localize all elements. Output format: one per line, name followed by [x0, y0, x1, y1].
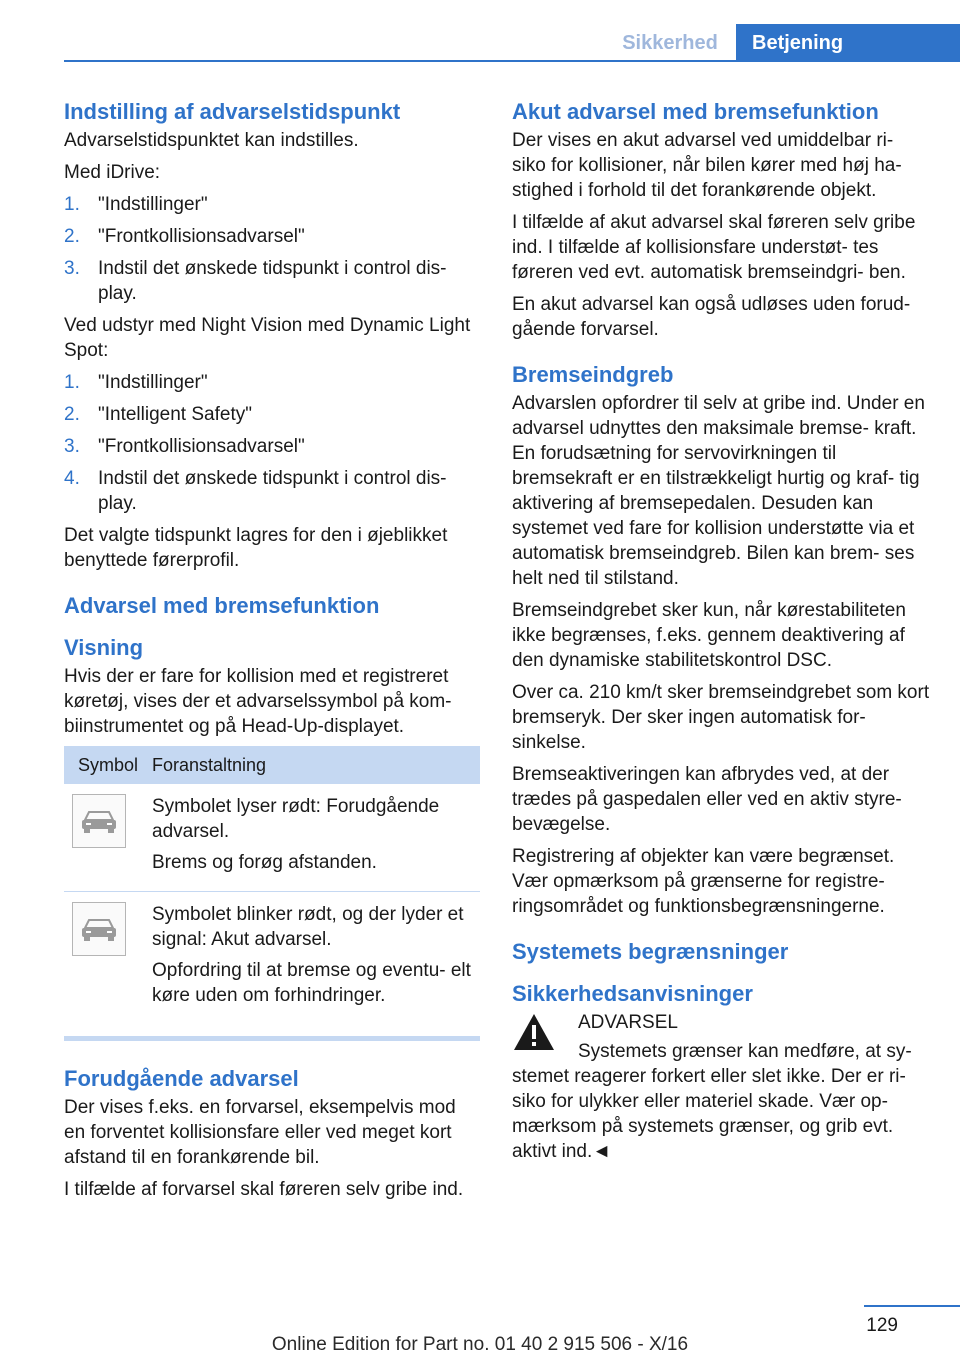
list-item	[64, 224, 480, 249]
step-number: 3.	[64, 436, 80, 457]
tab-sikkerhed[interactable]: Sikkerhed	[622, 32, 718, 54]
step-number: 4.	[64, 468, 80, 489]
step-number: 2.	[64, 404, 80, 425]
list-item	[64, 192, 480, 217]
heading-acute-warning: Akut advarsel med bremsefunktion	[512, 99, 879, 124]
step-text: Indstil det ønskede tidspunkt i control dis‐ play.	[98, 468, 447, 514]
paragraph: Med iDrive:	[64, 162, 161, 183]
table-end-rule	[64, 1036, 480, 1041]
step-text: "Frontkollisionsadvarsel"	[98, 436, 305, 457]
header-rule	[64, 60, 960, 62]
list-item	[64, 434, 480, 459]
car-warning-icon	[72, 902, 126, 956]
steps-list-idrive	[64, 192, 480, 306]
tab-betjening[interactable]: Betjening	[736, 24, 960, 62]
heading-pre-warning: Forudgående advarsel	[64, 1066, 299, 1091]
list-item	[64, 402, 480, 427]
heading-safety-notes: Sikkerhedsanvisninger	[512, 981, 753, 1006]
list-item	[64, 256, 480, 306]
table-row	[64, 784, 480, 892]
paragraph: I tilfælde af akut advarsel skal føreren selv gribe ind. I tilfælde af kollisionsfare understøt‐ tes føreren ved evt. automatisk bremseindgri‐ ben.	[512, 212, 916, 283]
step-number: 3.	[64, 258, 80, 279]
warning-block	[512, 1010, 930, 1035]
heading-system-limits: Systemets begrænsninger	[512, 939, 789, 964]
step-text: "Intelligent Safety"	[98, 404, 252, 425]
step-text: "Frontkollisionsadvarsel"	[98, 226, 305, 247]
warning-text: Systemets grænser kan medføre, at sy‐ stemet reagerer forkert eller slet ikke. Der er ri‐ siko for ulykker eller materiel skade. Vær op‐ mærksom på systemets grænser, og grib evt. aktivt ind.◄	[512, 1041, 912, 1162]
step-number: 2.	[64, 226, 80, 247]
warning-triangle-icon	[512, 1012, 556, 1059]
paragraph: Advarselstidspunktet kan indstilles.	[64, 130, 359, 151]
table-header	[64, 746, 480, 784]
step-text: "Indstillinger"	[98, 372, 208, 393]
paragraph: Bremseaktiveringen kan afbrydes ved, at der trædes på gaspedalen eller ved en aktiv styre‐ bevægelse.	[512, 764, 902, 835]
heading-brake-intervention: Bremseindgreb	[512, 362, 674, 387]
table-cell-text: Symbolet lyser rødt: Forudgående advarsel.	[152, 796, 440, 842]
list-item	[64, 370, 480, 395]
step-text: Indstil det ønskede tidspunkt i control dis‐ play.	[98, 258, 447, 304]
paragraph: Der vises f.eks. en forvarsel, eksempelvis mod en forventet kollisionsfare eller ved meget kort afstand til en forankørende bil.	[64, 1097, 456, 1168]
paragraph: Over ca. 210 km/t sker bremseindgrebet som kort bremseryk. Der sker ingen automatisk for‐ sinkelse.	[512, 682, 930, 753]
symbol-table	[64, 746, 480, 1024]
steps-list-night-vision	[64, 370, 480, 516]
left-column	[64, 98, 480, 1209]
page-number: 129	[866, 1315, 898, 1336]
paragraph: Bremseindgrebet sker kun, når kørestabiliteten ikke begrænses, f.eks. gennem deaktivering af den dynamiske stabilitetskontrol DSC.	[512, 600, 906, 671]
footer-rule	[864, 1305, 960, 1307]
table-cell-text: Opfordring til at bremse og eventu‐ elt køre uden om forhindringer.	[152, 960, 471, 1006]
paragraph: Det valgte tidspunkt lagres for den i øjeblikket benyttede førerprofil.	[64, 525, 448, 571]
paragraph: Hvis der er fare for kollision med et registreret køretøj, vises der et advarselssymbol på kom‐ biinstrumentet og på Head-Up-displayet.	[64, 666, 452, 737]
paragraph: Advarslen opfordrer til selv at gribe ind. Under en advarsel udnyttes den maksimale bremse‐ kraft. En forudsætning for servovirkningen til bremsekraft er en tilstrækkeligt hurtig og kraf‐ tig aktivering af bremsepedalen. Desuden kan systemet ved fare for kollision understøtte via et automatisk bremseindgreb. Bilen kan brem‐ ses helt ned til stilstand.	[512, 393, 925, 589]
table-cell-text: Symbolet blinker rødt, og der lyder et signal: Akut advarsel.	[152, 904, 464, 950]
heading-display: Visning	[64, 635, 144, 660]
column-header-symbol: Symbol	[77, 754, 139, 775]
paragraph: Registrering af objekter kan være begrænset. Vær opmærksom på grænserne for registre‐ ringsområdet og funktionsbegrænsningerne.	[512, 846, 895, 917]
paragraph: En akut advarsel kan også udløses uden forud‐ gående forvarsel.	[512, 294, 911, 340]
paragraph: Der vises en akut advarsel ved umiddelbar ri‐ siko for kollisioner, når bilen kører med høj ha‐ stighed i forhold til det forankørende objekt.	[512, 130, 902, 201]
heading-timing: Indstilling af advarselstidspunkt	[64, 99, 401, 124]
list-item	[64, 466, 480, 516]
step-number: 1.	[64, 194, 80, 215]
step-text: "Indstillinger"	[98, 194, 208, 215]
right-column	[512, 98, 930, 1171]
warning-title: ADVARSEL	[578, 1012, 678, 1033]
paragraph: Ved udstyr med Night Vision med Dynamic Light Spot:	[64, 315, 471, 361]
table-row	[64, 892, 480, 1024]
table-cell-text: Brems og forøg afstanden.	[152, 852, 377, 873]
column-header-action: Foranstaltning	[152, 754, 267, 775]
car-warning-icon	[72, 794, 126, 848]
edition-footer: Online Edition for Part no. 01 40 2 915 506 - X/16	[271, 1334, 689, 1355]
step-number: 1.	[64, 372, 80, 393]
heading-brake-warning: Advarsel med bremsefunktion	[64, 593, 380, 618]
paragraph: I tilfælde af forvarsel skal føreren selv gribe ind.	[64, 1179, 464, 1200]
